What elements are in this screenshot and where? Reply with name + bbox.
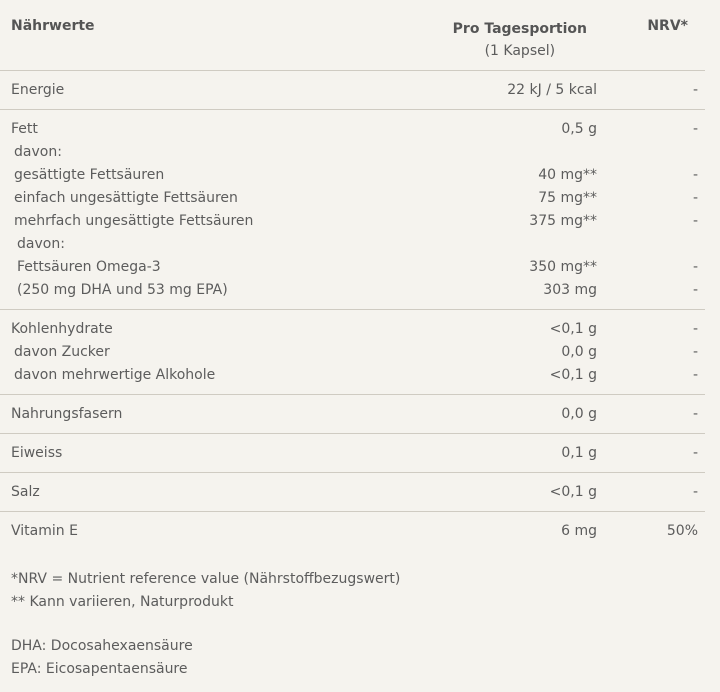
row-name: davon:	[17, 236, 65, 252]
row-nrv: -	[692, 282, 698, 298]
table-row	[0, 118, 705, 141]
table-row	[0, 233, 705, 256]
table-row	[0, 256, 705, 279]
table-row	[0, 187, 705, 210]
group-fiber	[0, 395, 705, 434]
table-row	[0, 164, 705, 187]
row-name: einfach ungesättigte Fettsäuren	[14, 190, 238, 206]
table-row	[0, 210, 705, 233]
group-fat	[0, 110, 705, 310]
table-header	[0, 0, 705, 71]
row-name: Nahrungsfasern	[11, 406, 123, 422]
row-name: Energie	[11, 82, 65, 98]
row-name: (250 mg DHA und 53 mg EPA)	[17, 282, 228, 298]
row-name: Salz	[11, 484, 40, 500]
group-protein	[0, 434, 705, 473]
row-nrv: -	[692, 445, 698, 461]
header-per-serving	[453, 18, 587, 62]
table-row	[0, 79, 705, 102]
group-carbohydrates	[0, 310, 705, 395]
table-row	[0, 141, 705, 164]
row-nrv: 50%	[666, 523, 698, 539]
row-name: gesättigte Fettsäuren	[14, 167, 165, 183]
row-amount: 375 mg**	[529, 213, 597, 229]
row-nrv: -	[692, 82, 698, 98]
row-amount: <0,1 g	[549, 321, 597, 337]
header-per-serving-label: Pro Tagesportion	[452, 21, 587, 37]
table-row	[0, 481, 705, 504]
row-amount: 0,0 g	[561, 406, 597, 422]
dha-footnote: DHA: Docosahexaensäure	[11, 638, 193, 654]
table-row	[0, 403, 705, 426]
row-nrv: -	[692, 213, 698, 229]
table-row	[0, 318, 705, 341]
row-nrv: -	[692, 167, 698, 183]
table-row	[0, 279, 705, 302]
row-nrv: -	[692, 344, 698, 360]
row-nrv: -	[692, 484, 698, 500]
row-amount: <0,1 g	[549, 484, 597, 500]
row-nrv: -	[692, 259, 698, 275]
row-nrv: -	[692, 121, 698, 137]
header-serving-size: (1 Kapsel)	[484, 43, 556, 59]
group-vitamin-e	[0, 512, 705, 550]
row-name: davon Zucker	[14, 344, 110, 360]
row-amount: 303 mg	[543, 282, 597, 298]
group-salt	[0, 473, 705, 512]
variation-footnote: ** Kann variieren, Naturprodukt	[11, 593, 234, 610]
epa-footnote: EPA: Eicosapentaensäure	[11, 660, 188, 677]
row-amount: 22 kJ / 5 kcal	[507, 82, 597, 98]
row-amount: 350 mg**	[529, 259, 597, 275]
nrv-footnote: *NRV = Nutrient reference value (Nährstoffbezugswert)	[11, 571, 401, 587]
row-amount: 0,5 g	[561, 121, 597, 137]
header-nutrients: Nährwerte	[11, 18, 95, 34]
row-name: davon:	[14, 144, 62, 160]
row-amount: 75 mg**	[538, 190, 597, 206]
row-amount: 40 mg**	[538, 167, 597, 183]
header-nrv: NRV*	[647, 18, 688, 34]
row-amount: 0,1 g	[561, 445, 597, 461]
row-amount: 6 mg	[561, 523, 597, 539]
row-name: Vitamin E	[11, 523, 78, 539]
row-nrv: -	[692, 406, 698, 422]
row-name: Kohlenhydrate	[11, 321, 113, 337]
row-name: davon mehrwertige Alkohole	[14, 367, 216, 383]
footnotes	[11, 568, 400, 680]
row-nrv: -	[692, 190, 698, 206]
row-name: Fett	[11, 121, 38, 137]
table-row	[0, 520, 705, 543]
table-row	[0, 442, 705, 465]
row-name: mehrfach ungesättigte Fettsäuren	[14, 213, 254, 229]
row-amount: <0,1 g	[549, 367, 597, 383]
group-energy	[0, 71, 705, 110]
row-amount: 0,0 g	[561, 344, 597, 360]
row-nrv: -	[692, 367, 698, 383]
row-nrv: -	[692, 321, 698, 337]
footnote-spacer	[11, 613, 400, 635]
row-name: Eiweiss	[11, 445, 63, 461]
table-row	[0, 364, 705, 387]
row-name: Fettsäuren Omega-3	[17, 259, 161, 275]
table-row	[0, 341, 705, 364]
